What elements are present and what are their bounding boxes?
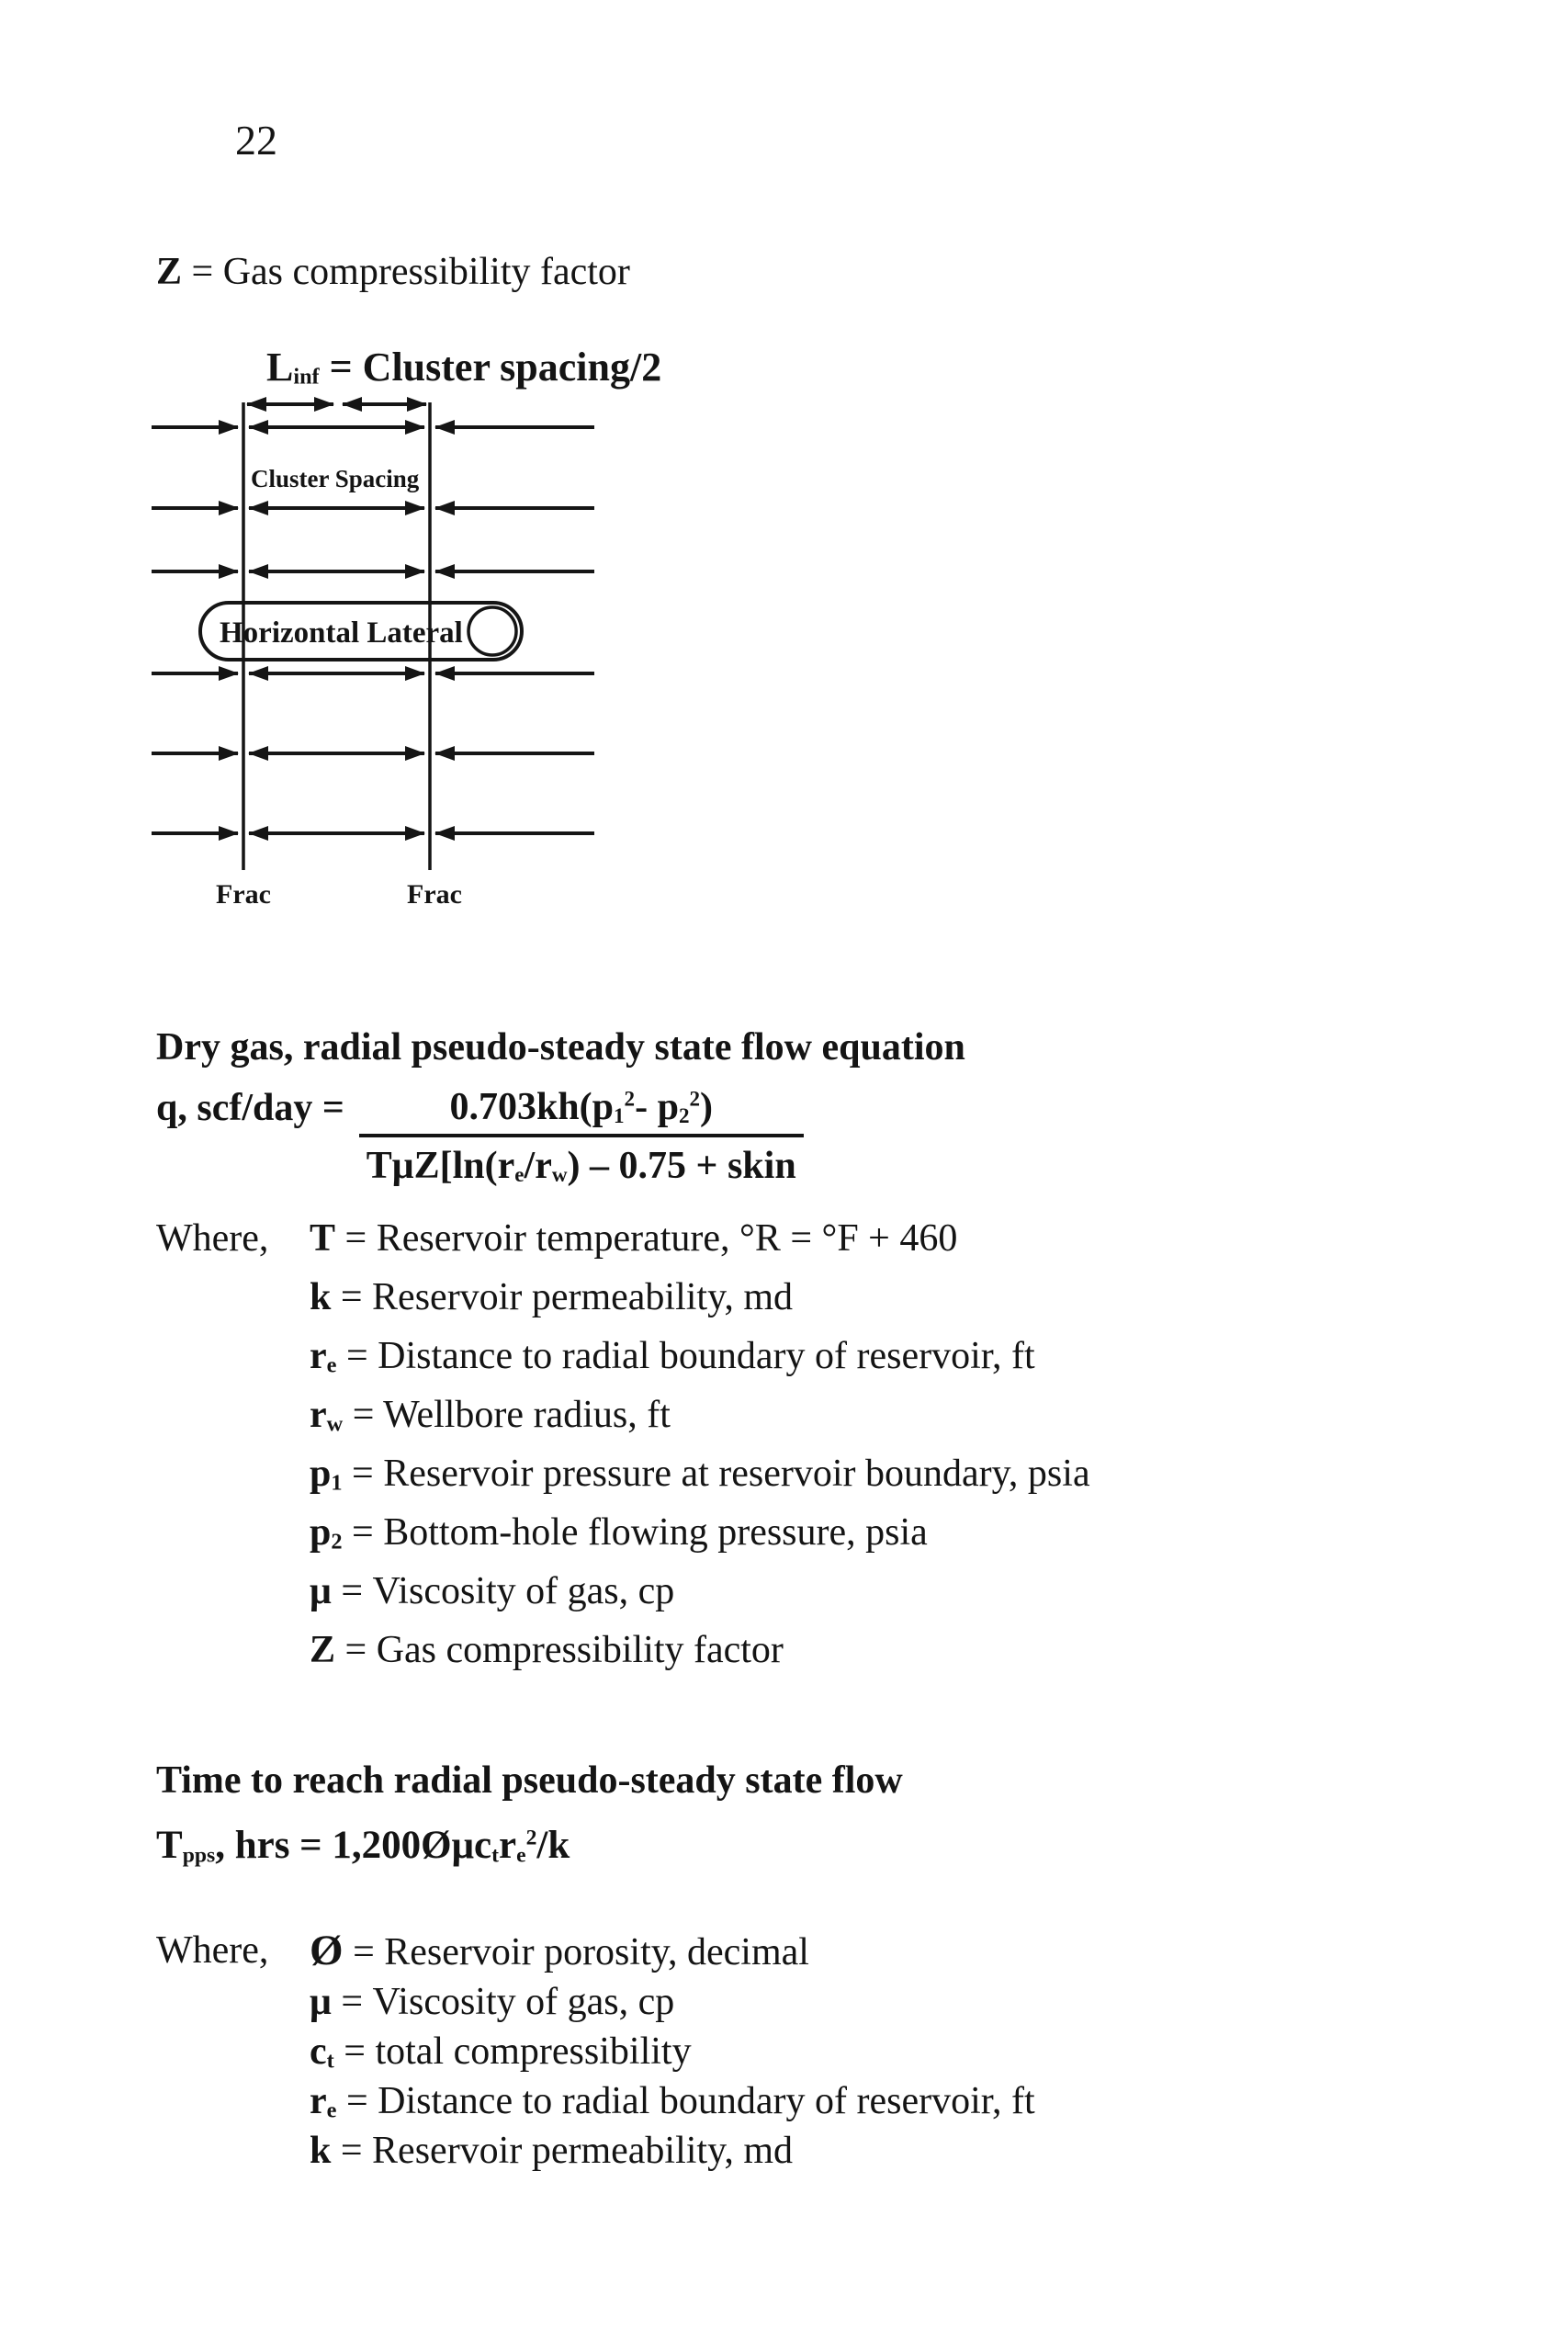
symbol: c xyxy=(310,2030,327,2073)
eq-fragment: - p xyxy=(635,1086,679,1128)
where-label: Where, xyxy=(156,1929,269,1972)
definition: = Reservoir pressure at reservoir boundary, psia xyxy=(342,1453,1090,1495)
symbol-subscript: e xyxy=(326,2098,337,2123)
symbol: p xyxy=(310,1453,332,1495)
eq-fragment: /r xyxy=(524,1145,552,1187)
symbol-subscript: 1 xyxy=(331,1470,343,1496)
title-fragment: L xyxy=(266,345,294,390)
equation-fraction xyxy=(359,1082,804,1191)
dry-gas-flow-equation xyxy=(156,1082,804,1191)
page-number: 22 xyxy=(235,117,277,164)
where-item xyxy=(156,2076,1035,2126)
symbol: p xyxy=(310,1511,332,1554)
definition: = Distance to radial boundary of reservoir, ft xyxy=(336,1335,1035,1377)
where-item xyxy=(156,1444,1090,1503)
definition: = Reservoir porosity, decimal xyxy=(343,1931,809,1973)
where-block-1 xyxy=(156,1209,1090,1679)
eq-subscript: e xyxy=(514,1162,525,1187)
frac-label-left: Frac xyxy=(216,879,271,910)
eq-subscript: e xyxy=(516,1843,526,1868)
where-item xyxy=(156,2027,1035,2076)
horizontal-lateral-label: Horizontal Lateral xyxy=(220,616,463,650)
where-item xyxy=(156,1268,1090,1327)
cluster-spacing-label: Cluster Spacing xyxy=(251,465,420,492)
symbol-subscript: 2 xyxy=(331,1529,343,1555)
symbol: k xyxy=(310,2130,332,2172)
eq-superscript: 2 xyxy=(525,1826,537,1850)
definition: = Reservoir permeability, md xyxy=(331,2130,794,2172)
z-symbol: Z xyxy=(156,251,183,293)
where-item xyxy=(156,1562,1090,1621)
definition: = Bottom-hole flowing pressure, psia xyxy=(342,1511,928,1554)
eq-subscript: pps xyxy=(182,1843,216,1868)
definition: = Viscosity of gas, cp xyxy=(331,1981,675,2023)
title-subscript: inf xyxy=(293,364,320,390)
definition: = Distance to radial boundary of reservoir, ft xyxy=(336,2080,1035,2122)
where-item xyxy=(156,1503,1090,1562)
section2-heading: Time to reach radial pseudo-steady state flow xyxy=(156,1759,903,1802)
definition: = Reservoir permeability, md xyxy=(331,1276,794,1318)
definition: = Wellbore radius, ft xyxy=(343,1394,671,1436)
equation-denominator xyxy=(359,1137,804,1191)
eq-fragment: ) xyxy=(700,1086,714,1128)
symbol: μ xyxy=(310,1570,332,1612)
where-item xyxy=(156,2126,1035,2176)
eq-subscript: 2 xyxy=(678,1103,690,1128)
where-item xyxy=(156,1926,1035,1977)
eq-fragment: /k xyxy=(536,1824,570,1867)
definition: = Reservoir temperature, °R = °F + 460 xyxy=(335,1217,958,1260)
symbol-subscript: e xyxy=(326,1352,337,1378)
section1-heading: Dry gas, radial pseudo-steady state flow equation xyxy=(156,1026,965,1069)
eq-superscript: 2 xyxy=(689,1086,701,1111)
eq-subscript: 1 xyxy=(614,1103,625,1128)
eq-fragment: , hrs = 1,200Øμc xyxy=(215,1824,492,1867)
equation-lhs: q, scf/day = xyxy=(156,1087,344,1129)
definition: = total compressibility xyxy=(333,2030,692,2073)
title-fragment: = Cluster spacing/2 xyxy=(319,345,662,390)
eq-subscript: w xyxy=(551,1162,568,1187)
symbol: r xyxy=(310,1335,327,1377)
frac-label-right: Frac xyxy=(407,879,462,910)
symbol: T xyxy=(310,1217,336,1260)
eq-fragment: r xyxy=(498,1824,517,1867)
where-item xyxy=(156,1621,1090,1679)
symbol: Ø xyxy=(310,1927,344,1974)
z-definition-line xyxy=(156,250,630,294)
symbol: Z xyxy=(310,1629,336,1671)
eq-fragment: ) – 0.75 + skin xyxy=(567,1145,796,1187)
symbol: μ xyxy=(310,1981,332,2023)
equation-numerator xyxy=(359,1082,804,1137)
where-item xyxy=(156,1977,1035,2027)
where-item xyxy=(156,1209,1090,1268)
symbol-subscript: t xyxy=(326,2048,334,2074)
where-item xyxy=(156,1385,1090,1444)
definition: = Gas compressibility factor xyxy=(335,1629,784,1671)
tpps-equation xyxy=(156,1823,570,1868)
where-block-2 xyxy=(156,1926,1035,2176)
symbol: k xyxy=(310,1276,332,1318)
where-item xyxy=(156,1327,1090,1385)
eq-fragment: 0.703kh(p xyxy=(449,1086,614,1128)
eq-fragment: T xyxy=(156,1824,183,1867)
symbol: r xyxy=(310,1394,327,1436)
symbol-subscript: w xyxy=(326,1411,344,1437)
cluster-spacing-diagram xyxy=(142,386,602,919)
eq-subscript: t xyxy=(491,1843,499,1868)
where-label: Where, xyxy=(156,1217,269,1260)
symbol: r xyxy=(310,2080,327,2122)
z-definition-text: = Gas compressibility factor xyxy=(182,251,630,293)
eq-superscript: 2 xyxy=(624,1086,636,1111)
eq-fragment: TμZ[ln(r xyxy=(366,1145,515,1187)
diagram-title xyxy=(266,344,661,390)
definition: = Viscosity of gas, cp xyxy=(331,1570,675,1612)
